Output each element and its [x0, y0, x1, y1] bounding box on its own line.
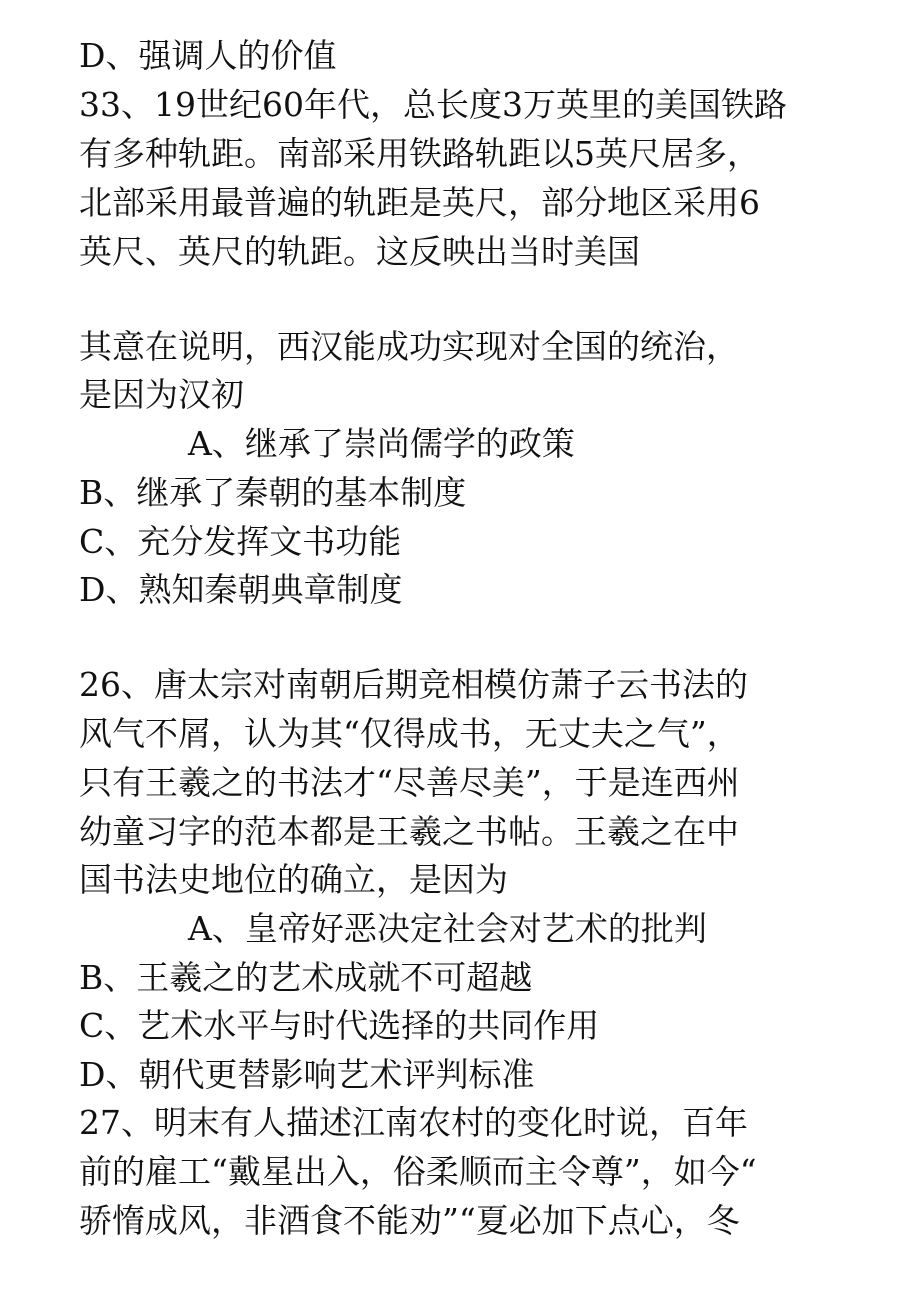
option-b-han: B、继承了秦朝的基本制度 [79, 473, 467, 512]
option-d-han: D、熟知秦朝典章制度 [79, 570, 403, 609]
question-33-line-3: 北部采用最普遍的轨距是英尺，部分地区采用6 [79, 183, 760, 222]
question-26-line-1: 26、唐太宗对南朝后期竞相模仿萧子云书法的 [79, 665, 748, 704]
question-26-line-4: 幼童习字的范本都是王羲之书帖。王羲之在中 [79, 812, 739, 851]
question-27-line-1: 27、明末有人描述江南农村的变化时说，百年 [79, 1103, 748, 1142]
question-26-line-5: 国书法史地位的确立，是因为 [79, 860, 508, 899]
option-a-han: A、继承了崇尚儒学的政策 [188, 424, 575, 463]
option-b-26: B、王羲之的艺术成就不可超越 [79, 958, 533, 997]
question-27-line-2: 前的雇工“戴星出入，俗柔顺而主令尊”，如今“ [79, 1152, 757, 1191]
question-han-line-1: 其意在说明，西汉能成功实现对全国的统治， [79, 327, 739, 366]
question-33-line-4: 英尺、英尺的轨距。这反映出当时美国 [79, 232, 640, 271]
question-26-line-3: 只有王羲之的书法才“尽善尽美”，于是连西州 [79, 763, 740, 802]
question-33-line-2: 有多种轨距。南部采用铁路轨距以5英尺居多， [79, 134, 760, 173]
question-han-line-2: 是因为汉初 [79, 375, 244, 414]
question-27-line-3: 骄惰成风，非酒食不能劝”“夏必加下点心，冬 [79, 1201, 740, 1240]
option-c-han: C、充分发挥文书功能 [79, 522, 402, 561]
question-33-line-1: 33、19世纪60年代，总长度3万英里的美国铁路 [79, 85, 787, 124]
question-26-line-2: 风气不屑，认为其“仅得成书，无丈夫之气”， [79, 714, 740, 753]
option-d-prev-question: D、强调人的价值 [79, 36, 337, 75]
option-a-26: A、皇帝好恶决定社会对艺术的批判 [188, 909, 707, 948]
option-d-26: D、朝代更替影响艺术评判标准 [79, 1055, 535, 1094]
option-c-26: C、艺术水平与时代选择的共同作用 [79, 1006, 600, 1045]
